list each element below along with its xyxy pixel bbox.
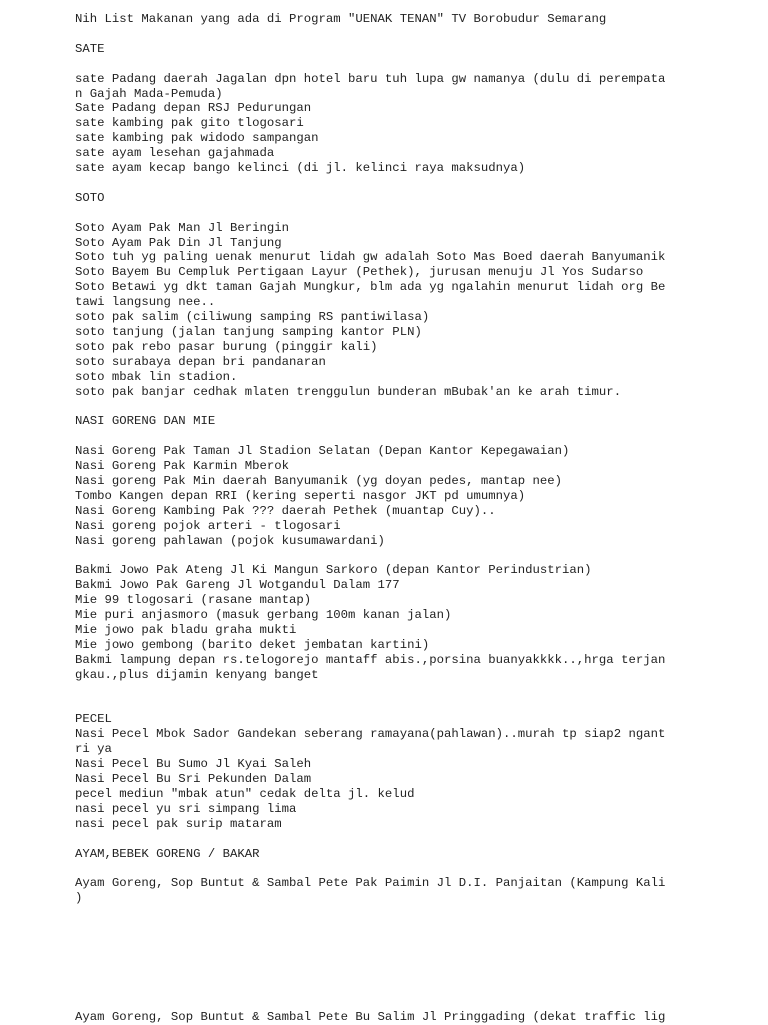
list-item: ) [75, 891, 83, 906]
document-page [75, 12, 755, 1025]
list-item: Mie 99 tlogosari (rasane mantap) [75, 593, 312, 608]
list-item: nasi pecel pak surip mataram [75, 816, 282, 831]
list-item: sate ayam lesehan gajahmada [75, 146, 275, 161]
list-item: n Gajah Mada-Pemuda) [75, 86, 223, 101]
list-item: soto pak banjar cedhak mlaten trenggulun bunderan mBubak'an ke arah timur. [75, 384, 622, 399]
section-heading-pecel: PECEL [75, 712, 112, 727]
section-heading-sate: SATE [75, 41, 105, 56]
list-item: soto surabaya depan bri pandanaran [75, 354, 326, 369]
list-item: Mie jowo gembong (barito deket jembatan kartini) [75, 637, 430, 652]
list-item: Nasi Pecel Mbok Sador Gandekan seberang ramayana(pahlawan)..murah tp siap2 ngant [75, 727, 666, 742]
list-item: Soto Bayem Bu Cempluk Pertigaan Layur (Pethek), jurusan menuju Jl Yos Sudarso [75, 265, 644, 280]
list-item: sate kambing pak widodo sampangan [75, 131, 319, 146]
list-item: Nasi Goreng Kambing Pak ??? daerah Pethek (muantap Cuy).. [75, 503, 496, 518]
list-item: Nasi goreng pojok arteri - tlogosari [75, 518, 341, 533]
list-item: Tombo Kangen depan RRI (kering seperti nasgor JKT pd umumnya) [75, 488, 526, 503]
list-item: Bakmi Jowo Pak Ateng Jl Ki Mangun Sarkoro (depan Kantor Perindustrian) [75, 563, 592, 578]
section-heading-soto: SOTO [75, 190, 105, 205]
list-item: gkau.,plus dijamin kenyang banget [75, 667, 319, 682]
list-item: Nasi goreng Pak Min daerah Banyumanik (yg doyan pedes, mantap nee) [75, 474, 563, 488]
list-item: Soto Ayam Pak Man Jl Beringin [75, 220, 290, 235]
list-item: tawi langsung nee.. [75, 295, 216, 310]
document-title: Nih List Makanan yang ada di Program "UENAK TENAN" TV Borobudur Semarang [75, 12, 607, 26]
list-item: pecel mediun "mbak atun" cedak delta jl. kelud [75, 787, 415, 801]
section-heading-ayam: AYAM,BEBEK GORENG / BAKAR [75, 846, 260, 861]
list-item: sate Padang daerah Jagalan dpn hotel baru tuh lupa gw namanya (dulu di perempata [75, 71, 666, 86]
list-item: Ayam Goreng, Sop Buntut & Sambal Pete Pak Paimin Jl D.I. Panjaitan (Kampung Kali [75, 876, 666, 891]
list-item: Bakmi Jowo Pak Gareng Jl Wotgandul Dalam 177 [75, 578, 400, 593]
section-heading-nasi-goreng: NASI GORENG DAN MIE [75, 414, 216, 429]
list-item: Nasi goreng pahlawan (pojok kusumawardani) [75, 533, 385, 548]
list-item: Soto Betawi yg dkt taman Gajah Mungkur, blm ada yg ngalahin menurut lidah org Be [75, 280, 666, 295]
list-item: Bakmi lampung depan rs.telogorejo mantaff abis.,porsina buanyakkkk..,hrga terjan [75, 652, 666, 667]
list-item: Ayam Goreng, Sop Buntut & Sambal Pete Bu Salim Jl Pringgading (dekat traffic lig [75, 1010, 666, 1025]
list-item: nasi pecel yu sri simpang lima [75, 801, 297, 816]
list-item: sate ayam kecap bango kelinci (di jl. kelinci raya maksudnya) [75, 161, 526, 176]
list-item: Nasi Goreng Pak Taman Jl Stadion Selatan (Depan Kantor Kepegawaian) [75, 444, 570, 459]
list-item: soto mbak lin stadion. [75, 369, 238, 384]
list-item: soto pak rebo pasar burung (pinggir kali) [75, 339, 378, 354]
list-item: sate kambing pak gito tlogosari [75, 116, 304, 131]
list-item: Soto tuh yg paling uenak menurut lidah gw adalah Soto Mas Boed daerah Banyumanik [75, 250, 666, 265]
list-item: Nasi Pecel Bu Sumo Jl Kyai Saleh [75, 757, 312, 772]
list-item: Nasi Pecel Bu Sri Pekunden Dalam [75, 772, 312, 787]
list-item: Mie puri anjasmoro (masuk gerbang 100m kanan jalan) [75, 608, 452, 623]
list-item: Sate Padang depan RSJ Pedurungan [75, 101, 312, 116]
list-item: Nasi Goreng Pak Karmin Mberok [75, 459, 290, 474]
list-item: soto tanjung (jalan tanjung samping kantor PLN) [75, 324, 422, 339]
list-item: Soto Ayam Pak Din Jl Tanjung [75, 235, 282, 250]
list-item: Mie jowo pak bladu graha mukti [75, 623, 297, 638]
list-item: soto pak salim (ciliwung samping RS pantiwilasa) [75, 310, 430, 325]
list-item: ri ya [75, 742, 112, 757]
